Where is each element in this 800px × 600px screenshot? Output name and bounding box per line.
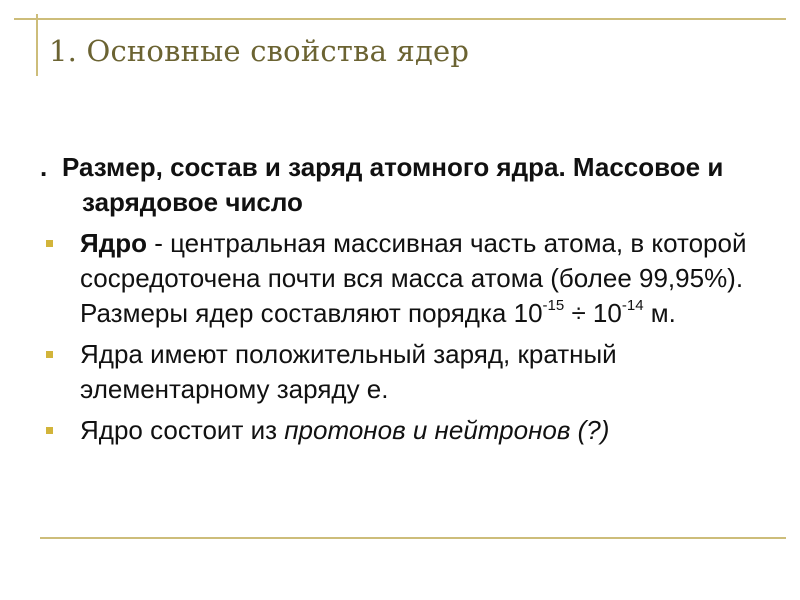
term-nucleus: Ядро [80,228,147,258]
slide-title: 1. Основные свойства ядер [49,34,470,68]
square-bullet-icon [46,240,53,247]
bottom-rule [40,537,786,539]
slide-content [40,150,770,448]
left-rule [36,14,38,76]
square-bullet-icon [46,351,53,358]
bullet-item [40,413,770,448]
item-text-tail: м. [643,298,676,328]
exponent: -15 [542,297,565,315]
item-text-mid: ÷ 10 [564,298,622,328]
section-heading [40,150,770,220]
bullet-item [40,337,770,407]
exponent: -14 [621,297,644,315]
heading-lead-dot: . [40,152,48,182]
item-text: Ядра имеют положительный заряд, кратный элементарному заряду е. [80,339,617,404]
item-text: Ядро состоит из [80,415,285,445]
square-bullet-icon [46,427,53,434]
item-text-italic: протонов и нейтронов (?) [284,415,610,445]
heading-text: Размер, состав и заряд атомного ядра. Массовое и зарядовое число [62,152,724,217]
bullet-item [40,226,770,331]
top-rule [14,18,786,20]
item-text: - центральная массивная часть атома, в которой сосредоточена почти вся масса атома (более 99,95%). Размеры ядер составляют порядка 10 [80,228,747,328]
